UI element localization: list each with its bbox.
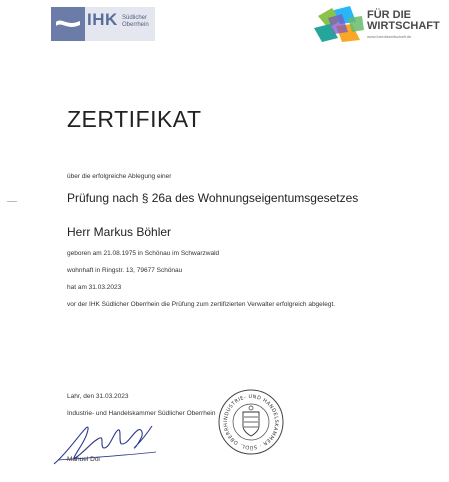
issuing-chamber: Industrie- und Handelskammer Südlicher Oberrhein xyxy=(67,410,216,417)
signature xyxy=(48,418,163,475)
address-info: wohnhaft in Ringstr. 13, 79677 Schönau xyxy=(67,267,183,274)
seal-ring-text: INDUSTRIE- UND HANDELSKAMMER · SÜDL. OBERRH xyxy=(222,393,280,451)
fdw-logo-url: www.fuerdiewirtschaft.de xyxy=(367,34,412,39)
place-and-date: Lahr, den 31.03.2023 xyxy=(67,393,129,400)
certificate-statement: vor der IHK Südlicher Oberrhein die Prüfung zum zertifizierten Verwalter erfolgreich abgelegt. xyxy=(67,301,336,308)
certificate-title: ZERTIFIKAT xyxy=(67,106,202,132)
birth-info: geboren am 21.08.1975 in Schönau im Schwarzwald xyxy=(67,250,220,257)
ihk-logo-subtitle: Südlicher Oberrhein xyxy=(122,15,149,28)
fuer-die-wirtschaft-logo xyxy=(312,6,440,44)
exam-title: Prüfung nach § 26a des Wohnungseigentumsgesetzes xyxy=(67,191,359,205)
recipient-name: Herr Markus Böhler xyxy=(67,225,172,239)
exam-date: hat am 31.03.2023 xyxy=(67,284,122,291)
ihk-logo xyxy=(51,7,155,41)
ihk-logo-word: IHK xyxy=(87,10,118,29)
official-seal xyxy=(217,388,285,461)
ihk-wave-icon xyxy=(51,7,85,41)
intro-text: über die erfolgreiche Ablegung einer xyxy=(67,173,172,180)
signer-name: Manuel Dol xyxy=(67,456,100,463)
page-edge-mark xyxy=(7,201,17,202)
fdw-emblem-icon xyxy=(312,6,366,44)
fdw-logo-text: FÜR DIE WIRTSCHAFT xyxy=(367,9,440,32)
